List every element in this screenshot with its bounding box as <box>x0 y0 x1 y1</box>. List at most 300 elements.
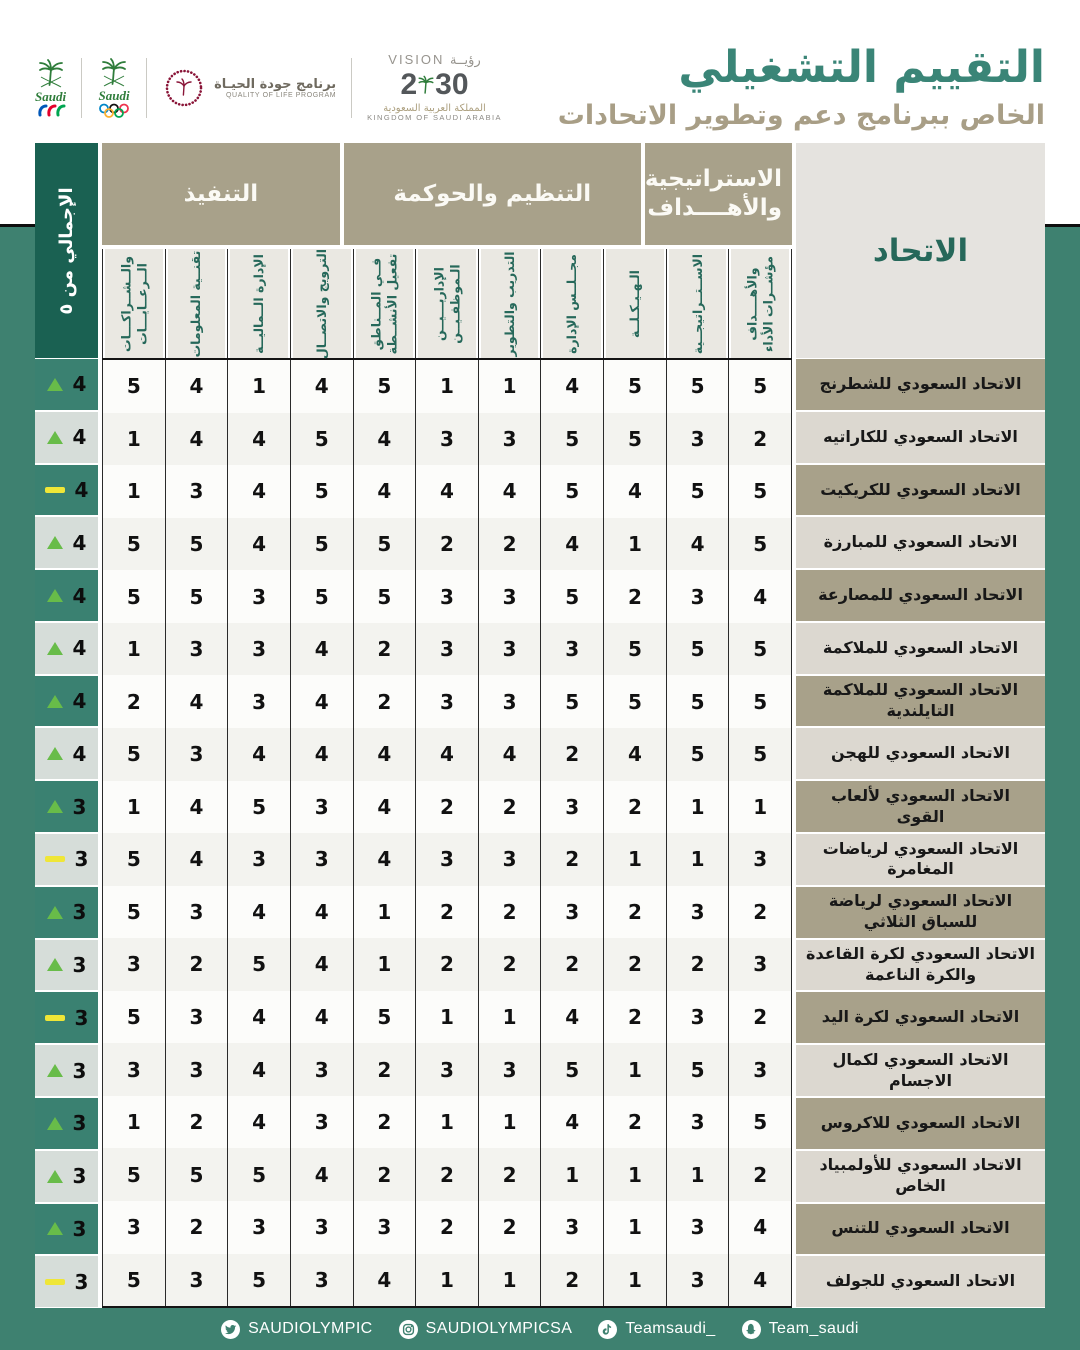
score-cell: 2 <box>728 1148 791 1201</box>
score-cell: 3 <box>415 675 478 728</box>
total-cell <box>35 1255 98 1308</box>
score-cell: 4 <box>603 465 666 518</box>
score-cell: 5 <box>227 781 290 834</box>
federation-name-cell: الاتحاد السعودي للشطرنج <box>796 358 1045 411</box>
total-cell <box>35 1044 98 1097</box>
federation-name-cell: الاتحاد السعودي للكاراتيه <box>796 411 1045 464</box>
score-cell: 5 <box>227 938 290 991</box>
column-header-line: الاســتــراتيجــية <box>689 253 705 354</box>
page-title: التقييم التشغيلي <box>678 42 1045 93</box>
score-cell: 4 <box>290 360 353 413</box>
column-header-line: الترويج والاتصــال <box>313 248 329 359</box>
table-row <box>102 728 792 781</box>
score-cell: 1 <box>603 1148 666 1201</box>
trend-up-icon <box>47 378 63 391</box>
score-cell: 3 <box>666 413 729 466</box>
trend-up-icon <box>47 695 63 708</box>
score-cell: 3 <box>478 1043 541 1096</box>
score-cell: 3 <box>290 833 353 886</box>
total-cell <box>35 358 98 411</box>
score-cell: 2 <box>353 623 416 676</box>
score-cell: 2 <box>540 728 603 781</box>
score-cell: 4 <box>290 1148 353 1201</box>
trend-up-icon <box>47 1170 63 1183</box>
qol-emblem-icon <box>162 66 206 110</box>
score-cell: 1 <box>666 781 729 834</box>
score-cell: 3 <box>227 675 290 728</box>
score-cell: 4 <box>290 886 353 939</box>
score-cell: 4 <box>353 833 416 886</box>
column-header-line: والــشــراكـــات <box>118 255 134 352</box>
score-cell: 3 <box>415 623 478 676</box>
score-cell: 3 <box>227 623 290 676</box>
score-cell: 1 <box>666 833 729 886</box>
total-column-header-text: الإجمالي من ٥ <box>55 186 77 315</box>
column-header-line: الـموظفـيــن <box>446 263 462 344</box>
score-cell: 1 <box>102 1096 165 1149</box>
total-value: 3 <box>74 847 89 872</box>
score-cell: 3 <box>290 1254 353 1307</box>
social-handle: SAUDIOLYMPIC <box>248 1320 373 1337</box>
trend-up-icon <box>47 906 63 919</box>
score-cell: 2 <box>728 991 791 1044</box>
group-header-label: التنفيذ <box>183 180 259 207</box>
table-row <box>102 360 792 413</box>
score-cell: 1 <box>603 518 666 571</box>
federation-name-cell: الاتحاد السعودي لكرة اليد <box>796 991 1045 1044</box>
score-cell: 3 <box>165 465 228 518</box>
score-cell: 2 <box>603 991 666 1044</box>
table-row <box>102 1096 792 1149</box>
total-cell <box>35 622 98 675</box>
score-cell: 1 <box>603 833 666 886</box>
total-cell <box>35 675 98 728</box>
score-cell: 3 <box>728 938 791 991</box>
column-header-line: تفعيل الأنشــطة <box>384 253 400 354</box>
logo-divider <box>351 58 352 118</box>
trend-up-icon <box>47 747 63 760</box>
score-cell: 2 <box>165 938 228 991</box>
federation-name-cell: الاتحاد السعودي لكمال الاجسام <box>796 1044 1045 1097</box>
total-column-header-label <box>55 151 78 351</box>
total-value: 4 <box>74 477 89 502</box>
score-cell: 5 <box>353 570 416 623</box>
score-cell: 5 <box>603 413 666 466</box>
score-cell: 3 <box>165 1254 228 1307</box>
logo-strip <box>35 42 502 134</box>
score-cell: 2 <box>728 413 791 466</box>
column-header-label <box>745 252 776 356</box>
column-header-cell <box>102 249 165 358</box>
total-value: 4 <box>72 689 87 714</box>
group-header-row <box>102 143 792 245</box>
column-header-line: فــي المــناطق <box>368 257 384 350</box>
score-cell: 3 <box>415 570 478 623</box>
score-cell: 3 <box>478 623 541 676</box>
social-handle: Team_saudi <box>768 1320 859 1337</box>
score-cell: 1 <box>540 1148 603 1201</box>
score-cell: 2 <box>165 1201 228 1254</box>
score-cell: 3 <box>728 833 791 886</box>
score-cell: 3 <box>102 1201 165 1254</box>
total-cell <box>35 833 98 886</box>
table-row <box>102 938 792 991</box>
table-row <box>102 1254 792 1307</box>
score-cell: 4 <box>290 675 353 728</box>
score-cell: 5 <box>540 465 603 518</box>
social-handle: Teamsaudi_ <box>625 1320 716 1337</box>
score-cell: 2 <box>603 938 666 991</box>
score-cell: 3 <box>666 991 729 1044</box>
score-cell: 1 <box>415 1096 478 1149</box>
federation-name-cell: الاتحاد السعودي لرياضة للسباق الثلاثي <box>796 886 1045 939</box>
federation-name-cell: الاتحاد السعودي للمصارعة <box>796 569 1045 622</box>
score-cell: 4 <box>227 728 290 781</box>
score-cell: 4 <box>227 465 290 518</box>
twitter-icon <box>221 1320 240 1339</box>
score-cell: 4 <box>603 728 666 781</box>
score-cell: 4 <box>353 465 416 518</box>
federation-name-cell: الاتحاد السعودي للملاكمة التايلندية <box>796 675 1045 728</box>
score-cell: 5 <box>102 728 165 781</box>
score-cell: 5 <box>728 518 791 571</box>
score-cell: 5 <box>603 360 666 413</box>
total-cell <box>35 516 98 569</box>
trend-flat-icon <box>45 856 65 862</box>
score-cell: 3 <box>102 938 165 991</box>
column-header-line: الإدارة الــماليــة <box>251 253 267 354</box>
snapchat-icon <box>742 1320 761 1339</box>
saudi-wordmark: Saudi <box>35 89 67 104</box>
score-cell: 1 <box>353 938 416 991</box>
score-cell: 5 <box>165 518 228 571</box>
score-cell: 4 <box>227 991 290 1044</box>
score-cell: 4 <box>728 1201 791 1254</box>
table-row <box>102 991 792 1044</box>
score-cell: 3 <box>165 886 228 939</box>
score-cell: 5 <box>102 833 165 886</box>
score-cell: 4 <box>165 413 228 466</box>
score-cell: 5 <box>102 1148 165 1201</box>
score-cell: 1 <box>102 465 165 518</box>
logo-divider <box>81 58 82 118</box>
total-value: 4 <box>72 741 87 766</box>
total-value: 4 <box>72 636 87 661</box>
group-header-cell <box>645 143 792 245</box>
score-cell: 3 <box>666 570 729 623</box>
score-cell: 3 <box>165 1043 228 1096</box>
score-cell: 3 <box>478 833 541 886</box>
score-cell: 5 <box>666 360 729 413</box>
total-column <box>35 143 98 1308</box>
total-cell <box>35 939 98 992</box>
score-cell: 2 <box>478 938 541 991</box>
score-cell: 4 <box>290 623 353 676</box>
score-cell: 3 <box>728 1043 791 1096</box>
column-gap <box>792 143 796 1308</box>
score-cell: 4 <box>540 360 603 413</box>
score-cell: 3 <box>102 1043 165 1096</box>
social-item-tiktok[interactable] <box>598 1320 715 1339</box>
column-header-cell <box>478 249 541 358</box>
quality-of-life-logo <box>162 66 336 110</box>
palm-tree-icon <box>101 58 127 88</box>
score-cell: 2 <box>478 518 541 571</box>
score-cell: 3 <box>478 413 541 466</box>
column-header-label <box>564 252 580 356</box>
score-cell: 3 <box>290 1043 353 1096</box>
score-cell: 1 <box>603 1201 666 1254</box>
score-cell: 4 <box>728 570 791 623</box>
score-cell: 5 <box>290 570 353 623</box>
score-cell: 4 <box>415 728 478 781</box>
score-cell: 5 <box>290 413 353 466</box>
trend-up-icon <box>47 1222 63 1235</box>
column-header-label <box>431 252 462 356</box>
social-handle: SAUDIOLYMPICSA <box>425 1320 573 1337</box>
score-cell: 2 <box>603 886 666 939</box>
score-grid <box>102 358 792 1308</box>
saudi-wordmark: Saudi <box>98 87 130 103</box>
score-cell: 5 <box>102 518 165 571</box>
assessment-table <box>35 143 1045 1308</box>
total-value: 3 <box>72 1111 87 1136</box>
table-row <box>102 1043 792 1096</box>
score-cell: 5 <box>728 360 791 413</box>
total-cell <box>35 1097 98 1150</box>
score-cell: 2 <box>415 938 478 991</box>
subcolumn-header-row <box>102 249 792 358</box>
vision-arabic-label: المملكة العربية السعودية <box>383 102 486 114</box>
trend-up-icon <box>47 642 63 655</box>
score-cell: 5 <box>290 465 353 518</box>
vision-english-label: KINGDOM OF SAUDI ARABIA <box>367 113 502 123</box>
score-cell: 2 <box>478 1148 541 1201</box>
column-header-cell <box>227 249 290 358</box>
column-header-line: الـهـيـكـلــة <box>627 269 643 338</box>
vision-wordmark: VISION رؤيــة <box>388 52 481 68</box>
score-cell: 5 <box>666 728 729 781</box>
score-cell: 4 <box>227 413 290 466</box>
table-row <box>102 465 792 518</box>
score-cell: 3 <box>415 413 478 466</box>
total-cell <box>35 1203 98 1256</box>
score-cell: 3 <box>290 1201 353 1254</box>
score-cell: 2 <box>540 833 603 886</box>
total-cell <box>35 991 98 1044</box>
column-header-label <box>502 252 518 356</box>
total-value: 3 <box>72 1216 87 1241</box>
score-cell: 2 <box>540 1254 603 1307</box>
score-cell: 5 <box>666 465 729 518</box>
score-cell: 4 <box>165 675 228 728</box>
column-header-line: تقنــية المعلومات <box>188 250 204 357</box>
social-item-twitter[interactable] <box>221 1320 373 1339</box>
table-row <box>102 413 792 466</box>
score-cell: 2 <box>102 675 165 728</box>
score-cell: 2 <box>353 1043 416 1096</box>
score-cell: 4 <box>540 518 603 571</box>
score-cell: 3 <box>478 570 541 623</box>
score-cell: 4 <box>478 728 541 781</box>
paralympic-agitos-icon <box>36 104 66 117</box>
palm-tree-icon <box>418 74 434 96</box>
score-cell: 3 <box>165 991 228 1044</box>
group-header-cell <box>344 143 641 245</box>
federation-column <box>796 143 1045 1308</box>
column-header-cell <box>603 249 666 358</box>
score-cell: 3 <box>540 1201 603 1254</box>
table-row <box>102 518 792 571</box>
scores-section <box>102 143 792 1308</box>
vision-year-left: 2 <box>400 68 418 102</box>
score-cell: 5 <box>666 623 729 676</box>
column-header-line: الــرعــايـــات <box>133 262 149 345</box>
trend-flat-icon <box>45 1015 65 1021</box>
vision-year-right: 30 <box>435 68 469 102</box>
column-header-label <box>313 248 330 359</box>
score-cell: 4 <box>478 465 541 518</box>
federation-name-cell: الاتحاد السعودي لألعاب القوى <box>796 780 1045 833</box>
score-cell: 2 <box>415 781 478 834</box>
score-cell: 5 <box>102 570 165 623</box>
vision-2030-logo <box>367 53 502 123</box>
score-cell: 5 <box>165 570 228 623</box>
column-header-line: والأهــــداف <box>744 266 760 341</box>
column-header-cell <box>728 249 791 358</box>
score-cell: 1 <box>478 360 541 413</box>
total-column-header <box>35 143 98 358</box>
federation-name-cell: الاتحاد السعودي للاكروس <box>796 1097 1045 1150</box>
score-cell: 5 <box>728 1096 791 1149</box>
score-cell: 1 <box>603 1043 666 1096</box>
score-cell: 5 <box>102 886 165 939</box>
score-cell: 5 <box>603 675 666 728</box>
total-value: 3 <box>72 794 87 819</box>
score-cell: 2 <box>603 781 666 834</box>
score-cell: 1 <box>102 623 165 676</box>
score-cell: 3 <box>666 886 729 939</box>
score-cell: 3 <box>290 1096 353 1149</box>
total-value: 3 <box>72 952 87 977</box>
column-header-line: مؤشــرات الأداء <box>760 255 776 352</box>
column-header-label <box>690 252 706 356</box>
federation-name-cell: الاتحاد السعودي للتنس <box>796 1203 1045 1256</box>
table-row <box>102 833 792 886</box>
score-cell: 4 <box>353 413 416 466</box>
score-cell: 1 <box>478 1254 541 1307</box>
federation-name-cell: الاتحاد السعودي للهجن <box>796 727 1045 780</box>
score-cell: 3 <box>415 833 478 886</box>
total-cell <box>35 886 98 939</box>
total-cell <box>35 780 98 833</box>
group-header-cell <box>102 143 340 245</box>
score-cell: 4 <box>165 781 228 834</box>
score-cell: 4 <box>227 886 290 939</box>
table-row <box>102 675 792 728</box>
score-cell: 3 <box>540 886 603 939</box>
score-cell: 3 <box>666 1201 729 1254</box>
trend-up-icon <box>47 958 63 971</box>
column-header-cell <box>165 249 228 358</box>
qol-arabic-label: برنامج جودة الحيـاة <box>214 77 337 92</box>
column-header-cell <box>353 249 416 358</box>
score-cell: 2 <box>728 886 791 939</box>
total-value: 3 <box>72 900 87 925</box>
score-cell: 4 <box>353 728 416 781</box>
trend-up-icon <box>47 800 63 813</box>
score-cell: 1 <box>666 1148 729 1201</box>
vision-year <box>400 68 468 103</box>
score-cell: 3 <box>165 728 228 781</box>
score-cell: 1 <box>728 781 791 834</box>
trend-up-icon <box>47 1064 63 1077</box>
table-row <box>102 1201 792 1254</box>
social-item-snapchat[interactable] <box>742 1320 859 1339</box>
score-cell: 1 <box>415 991 478 1044</box>
score-cell: 5 <box>102 1254 165 1307</box>
score-cell: 5 <box>165 1148 228 1201</box>
score-cell: 5 <box>102 360 165 413</box>
page-header <box>558 44 1045 131</box>
tiktok-icon <box>598 1320 617 1339</box>
saudi-olympic-logo <box>97 58 131 119</box>
score-cell: 2 <box>353 1148 416 1201</box>
score-cell: 2 <box>415 518 478 571</box>
score-cell: 2 <box>603 570 666 623</box>
olympic-rings-icon <box>97 103 131 119</box>
total-value: 4 <box>72 583 87 608</box>
score-cell: 3 <box>540 781 603 834</box>
score-cell: 5 <box>540 570 603 623</box>
federation-name-cell: الاتحاد السعودي لكرة القاعدة والكرة الناعمة <box>796 939 1045 992</box>
score-cell: 2 <box>478 781 541 834</box>
score-cell: 5 <box>603 623 666 676</box>
score-cell: 2 <box>478 1201 541 1254</box>
score-cell: 2 <box>415 1201 478 1254</box>
score-cell: 4 <box>227 1043 290 1096</box>
trend-flat-icon <box>45 487 65 493</box>
table-row <box>102 623 792 676</box>
column-header-cell <box>540 249 603 358</box>
score-cell: 2 <box>353 675 416 728</box>
score-cell: 1 <box>478 991 541 1044</box>
social-item-instagram[interactable] <box>399 1320 573 1339</box>
column-header-label <box>369 252 400 356</box>
total-cell <box>35 727 98 780</box>
table-row <box>102 886 792 939</box>
score-cell: 5 <box>227 1148 290 1201</box>
score-cell: 4 <box>165 360 228 413</box>
score-cell: 5 <box>728 675 791 728</box>
score-cell: 3 <box>165 623 228 676</box>
total-value: 4 <box>72 530 87 555</box>
column-header-line: الإداريـــيــن <box>431 266 447 341</box>
score-cell: 4 <box>353 781 416 834</box>
total-value: 3 <box>72 1164 87 1189</box>
score-cell: 4 <box>540 991 603 1044</box>
federation-name-cell: الاتحاد السعودي للكريكيت <box>796 464 1045 517</box>
score-cell: 2 <box>415 886 478 939</box>
score-cell: 3 <box>353 1201 416 1254</box>
score-cell: 4 <box>290 938 353 991</box>
score-cell: 4 <box>290 991 353 1044</box>
score-cell: 3 <box>227 1201 290 1254</box>
score-cell: 3 <box>478 675 541 728</box>
score-cell: 5 <box>728 728 791 781</box>
total-value: 3 <box>74 1269 89 1294</box>
saudi-paralympic-logo <box>35 59 66 117</box>
